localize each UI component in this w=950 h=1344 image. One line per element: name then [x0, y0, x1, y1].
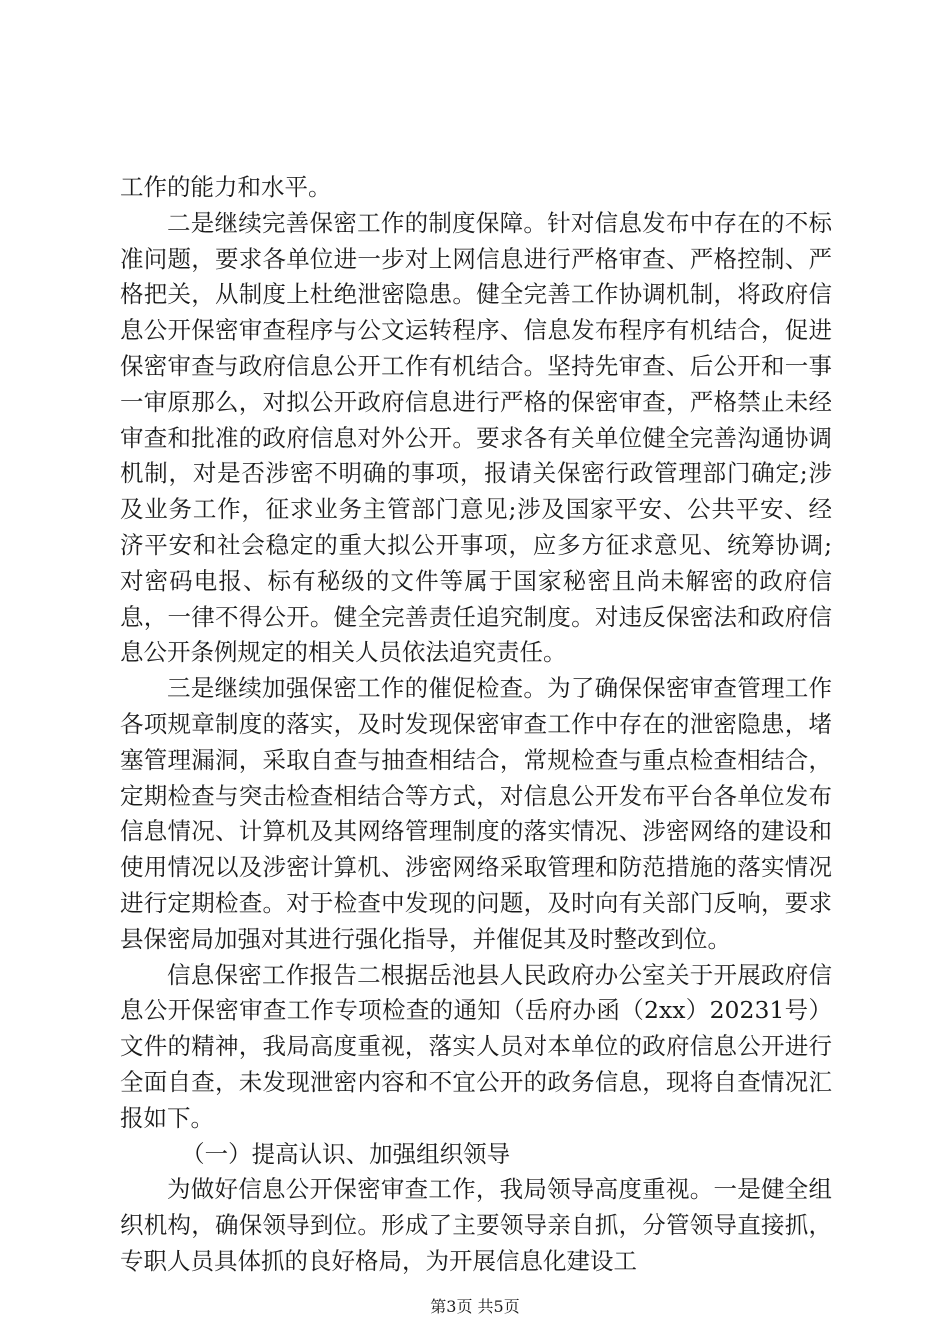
paragraph-leadership: 为做好信息公开保密审查工作，我局领导高度重视。一是健全组织机构，确保领导到位。形成了主要领导亲自抓，分管领导直接抓，专职人员具体抓的良好格局，为开展信息化建设工 — [120, 1175, 832, 1275]
page-footer: 第3页 共5页 — [430, 1297, 520, 1316]
document-body — [120, 170, 832, 1280]
paragraph-system-guarantee: 二是继续完善保密工作的制度保障。针对信息发布中存在的不标准问题，要求各单位进一步对上网信息进行严格审查、严格控制、严格把关，从制度上杜绝泄密隐患。健全完善工作协调机制，将政府信息公开保密审查程序与公文运转程序、信息发布程序有机结合，促进保密审查与政府信息公开工作有机结合。坚持先审查、后公开和一事一审原那么，对拟公开政府信息进行严格的保密审查，严格禁止未经审查和批准的政府信息对外公开。要求各有关单位健全完善沟通协调机制，对是否涉密不明确的事项，报请关保密行政管理部门确定;涉及业务工作，征求业务主管部门意见;涉及国家平安、公共平安、经济平安和社会稳定的重大拟公开事项，应多方征求意见、统筹协调;对密码电报、标有秘级的文件等属于国家秘密且尚未解密的政府信息，一律不得公开。健全完善责任追究制度。对违反保密法和政府信息公开条例规定的相关人员依法追究责任。 — [120, 208, 832, 667]
paragraph-inspection: 三是继续加强保密工作的催促检查。为了确保保密审查管理工作各项规章制度的落实，及时发现保密审查工作中存在的泄密隐患，堵塞管理漏洞，采取自查与抽查相结合，常规检查与重点检查相结合，定期检查与突击检查相结合等方式，对信息公开发布平台各单位发布信息情况、计算机及其网络管理制度的落实情况、涉密网络的建设和使用情况以及涉密计算机、涉密网络采取管理和防范措施的落实情况进行定期检查。对于检查中发现的问题，及时向有关部门反响，要求县保密局加强对其进行强化指导，并催促其及时整改到位。 — [120, 674, 832, 953]
section-heading: （一）提高认识、加强组织领导 — [181, 1139, 511, 1168]
paragraph-continuation: 工作的能力和水平。 — [120, 173, 332, 201]
paragraph-report-two: 信息保密工作报告二根据岳池县人民政府办公室关于开展政府信息公开保密审查工作专项检查的通知（岳府办函（2xx）20231号）文件的精神，我局高度重视，落实人员对本单位的政府信息公开进行全面自查，未发现泄密内容和不宜公开的政务信息，现将自查情况汇报如下。 — [120, 960, 832, 1132]
